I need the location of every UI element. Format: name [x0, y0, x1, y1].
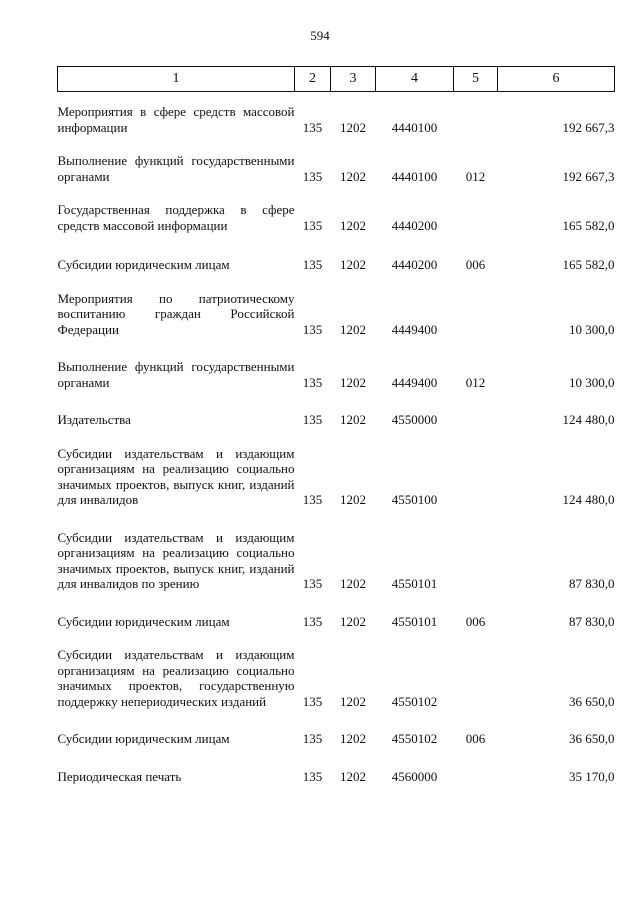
- table-row: [58, 731, 615, 747]
- row-amount: 36 650,0: [569, 693, 615, 709]
- table-row: [58, 104, 615, 135]
- row-description: Мероприятия по патриотическому воспитанию граждан Российской Федерации: [57, 290, 295, 337]
- row-amount: 87 830,0: [569, 613, 615, 629]
- row-description: Субсидии издательствам и издающим организациям на реализацию социально значимых проектов, выпуск книг, изданий для инвалидов: [57, 445, 295, 507]
- row-code-5: [454, 104, 498, 135]
- row-code-4: 4550102: [391, 731, 438, 746]
- row-spacer-cell: [58, 337, 615, 359]
- row-code-3: 1202: [340, 168, 366, 184]
- row-code-3: 1202: [340, 693, 366, 709]
- row-spacer: [58, 629, 615, 647]
- row-code-2: 135: [302, 576, 323, 591]
- row-description: Периодическая печать: [57, 768, 182, 784]
- table-row: [58, 153, 615, 184]
- row-spacer-cell: [58, 273, 615, 291]
- table-row: [58, 614, 615, 630]
- row-code-5: [454, 647, 498, 709]
- row-spacer-cell: [58, 709, 615, 731]
- row-amount: 124 480,0: [562, 492, 615, 507]
- row-description: Издательства: [57, 412, 131, 427]
- row-code-4: 4449400: [391, 374, 438, 390]
- row-spacer: [58, 184, 615, 202]
- row-spacer-cell: [58, 135, 615, 153]
- row-code-3: 1202: [340, 768, 366, 784]
- row-code-4: 4440200: [391, 217, 438, 233]
- table-row: [58, 257, 615, 273]
- row-code-4: 4550101: [391, 576, 438, 591]
- row-spacer: [58, 135, 615, 153]
- row-amount: 35 170,0: [569, 768, 615, 784]
- row-spacer: [58, 92, 615, 105]
- table-row: [58, 647, 615, 709]
- column-header: 1: [58, 67, 295, 92]
- row-code-4: 4550102: [391, 693, 438, 709]
- row-code-2: 135: [302, 412, 323, 427]
- table-body: [58, 92, 615, 785]
- table-row: [58, 359, 615, 390]
- row-code-4: 4440100: [391, 119, 438, 135]
- row-spacer-cell: [58, 428, 615, 446]
- row-code-2: 135: [302, 321, 323, 337]
- row-amount: 87 830,0: [569, 576, 615, 591]
- row-code-3: 1202: [340, 412, 366, 427]
- row-code-2: 135: [302, 731, 323, 746]
- header-row: [58, 67, 615, 92]
- page-number: 594: [310, 28, 330, 43]
- row-code-2: 135: [302, 768, 323, 784]
- row-code-4: 4440200: [391, 257, 438, 272]
- row-code-5: [454, 291, 498, 338]
- row-spacer-cell: [58, 184, 615, 202]
- row-code-4: 4440100: [391, 168, 438, 184]
- row-code-5: [454, 412, 498, 428]
- row-description: Субсидии издательствам и издающим организациям на реализацию социально значимых проектов, государственную поддержку непериодических изданий: [57, 647, 295, 709]
- row-code-2: 135: [302, 168, 323, 184]
- row-spacer: [58, 233, 615, 257]
- row-code-3: 1202: [340, 321, 366, 337]
- row-spacer: [58, 747, 615, 769]
- row-code-2: 135: [302, 119, 323, 135]
- row-description: Субсидии юридическим лицам: [57, 731, 230, 746]
- row-amount: 192 667,3: [562, 119, 615, 135]
- row-spacer: [58, 337, 615, 359]
- row-description: Государственная поддержка в сфере средств массовой информации: [57, 202, 295, 233]
- row-spacer-cell: [58, 747, 615, 769]
- row-code-5: [454, 202, 498, 233]
- row-amount: 192 667,3: [562, 168, 615, 184]
- row-spacer: [58, 273, 615, 291]
- row-code-3: 1202: [340, 492, 366, 507]
- row-amount: 165 582,0: [562, 257, 615, 272]
- row-spacer-cell: [58, 92, 615, 105]
- row-spacer: [58, 592, 615, 614]
- row-code-5: 006: [465, 257, 486, 272]
- table-row: [58, 530, 615, 592]
- row-code-2: 135: [302, 374, 323, 390]
- row-code-3: 1202: [340, 731, 366, 746]
- row-code-5: [454, 446, 498, 508]
- row-code-4: 4550000: [391, 412, 438, 427]
- budget-table: [57, 66, 615, 784]
- table-row: [58, 291, 615, 338]
- row-code-5: [454, 530, 498, 592]
- row-code-3: 1202: [340, 119, 366, 135]
- row-spacer-cell: [58, 629, 615, 647]
- row-spacer: [58, 508, 615, 530]
- table-row: [58, 412, 615, 428]
- row-spacer: [58, 428, 615, 446]
- table-row: [58, 446, 615, 508]
- row-code-3: 1202: [340, 576, 366, 591]
- row-code-2: 135: [302, 257, 323, 272]
- table-row: [58, 769, 615, 785]
- row-code-2: 135: [302, 217, 323, 233]
- row-spacer-cell: [58, 233, 615, 257]
- row-spacer-cell: [58, 390, 615, 412]
- table-row: [58, 202, 615, 233]
- row-code-4: 4449400: [391, 321, 438, 337]
- table-header: [58, 67, 615, 92]
- row-code-3: 1202: [340, 217, 366, 233]
- row-spacer-cell: [58, 508, 615, 530]
- row-code-5: 006: [465, 613, 486, 629]
- row-code-2: 135: [302, 693, 323, 709]
- row-spacer: [58, 390, 615, 412]
- row-amount: 124 480,0: [562, 412, 615, 427]
- row-description: Мероприятия в сфере средств массовой информации: [57, 104, 295, 135]
- row-code-2: 135: [302, 492, 323, 507]
- row-code-3: 1202: [340, 374, 366, 390]
- row-code-5: 012: [465, 168, 486, 184]
- row-code-5: [454, 769, 498, 785]
- row-code-4: 4550101: [391, 613, 438, 629]
- row-description: Субсидии юридическим лицам: [57, 613, 230, 629]
- row-code-4: 4550100: [391, 492, 438, 507]
- row-amount: 36 650,0: [569, 731, 615, 746]
- row-description: Субсидии юридическим лицам: [57, 257, 230, 272]
- column-header: 4: [376, 67, 454, 92]
- column-header: 3: [331, 67, 376, 92]
- row-code-3: 1202: [340, 613, 366, 629]
- row-code-3: 1202: [340, 257, 366, 272]
- column-header: 6: [498, 67, 615, 92]
- row-spacer: [58, 709, 615, 731]
- row-description: Выполнение функций государственными органами: [57, 153, 295, 184]
- row-description: Субсидии издательствам и издающим организациям на реализацию социально значимых проектов, выпуск книг, изданий для инвалидов по зрению: [57, 529, 295, 591]
- row-code-4: 4560000: [391, 768, 438, 784]
- row-code-2: 135: [302, 613, 323, 629]
- column-header: 5: [454, 67, 498, 92]
- column-header: 2: [295, 67, 331, 92]
- row-amount: 165 582,0: [562, 217, 615, 233]
- row-code-5: 006: [465, 731, 486, 746]
- row-spacer-cell: [58, 592, 615, 614]
- row-code-5: 012: [465, 374, 486, 390]
- row-amount: 10 300,0: [569, 374, 615, 390]
- row-description: Выполнение функций государственными органами: [57, 359, 295, 390]
- row-amount: 10 300,0: [569, 321, 615, 337]
